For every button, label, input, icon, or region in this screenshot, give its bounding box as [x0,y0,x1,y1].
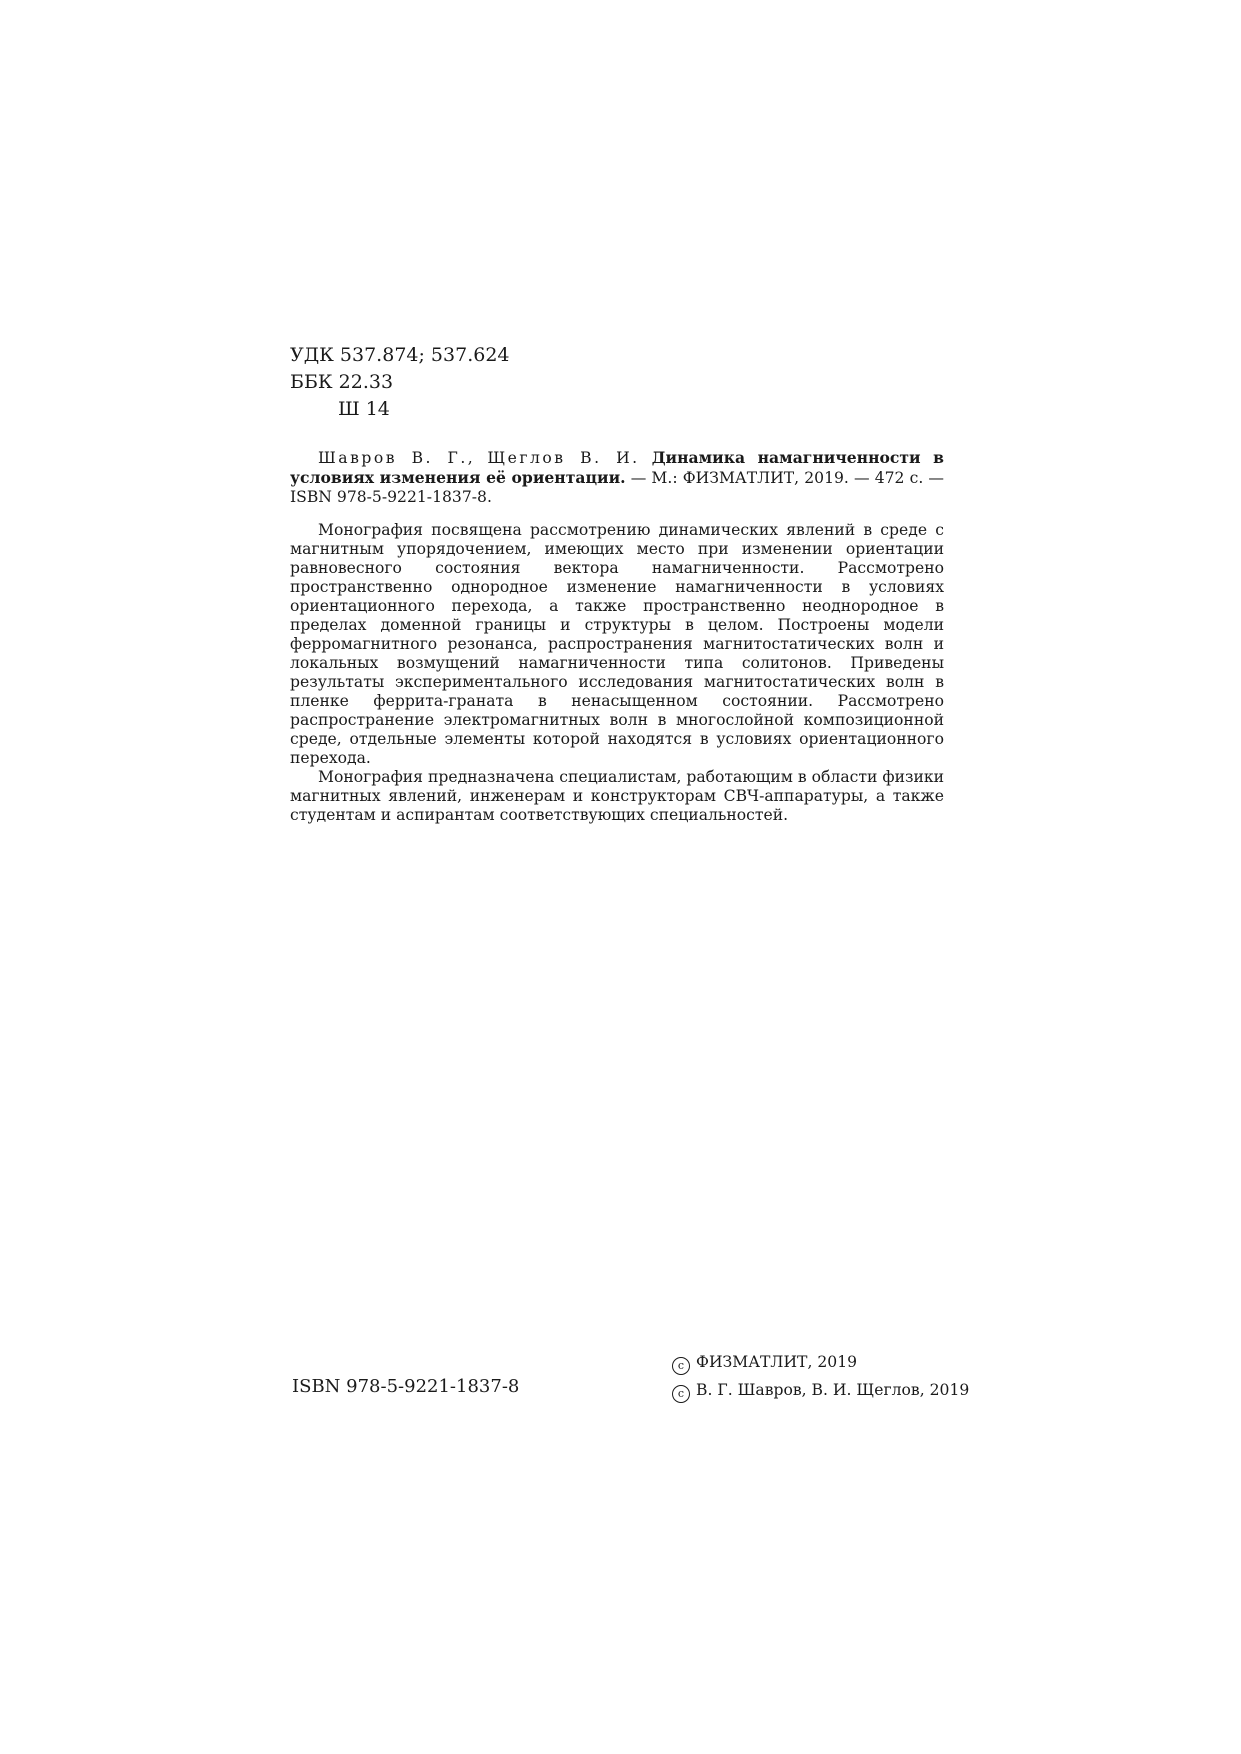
udk-index: УДК 537.874; 537.624 [290,344,510,366]
copyright-line-authors [672,1376,969,1404]
citation-author-1: Шавров В. Г., [318,449,476,467]
citation-imprint: — М.: ФИЗМАТЛИТ, 2019. — 472 с. — ISBN 978-5-9221-1837-8. [290,469,944,506]
copyright-publisher: ФИЗМАТЛИТ, 2019 [696,1353,858,1371]
abstract-paragraph-1: Монография посвящена рассмотрению динамических явлений в среде с магнитным упорядочением, имеющих место при изменении ориентации равновесного состояния вектора намагниченности. Рассмотрено пространственно однородное изменение намагниченности в условиях ориентационного перехода, а также пространственно неоднородное в пределах доменной границы и структуры в целом. Построены модели ферромагнитного резонанса, распространения магнитостатических волн и локальных возмущений намагниченности типа солитонов. Приведены результаты экспериментального исследования магнитостатических волн в пленке феррита-граната в ненасыщенном состоянии. Рассмотрено распространение электромагнитных волн в многослойной композиционной среде, отдельные элементы которой находятся в условиях ориентационного перехода. [290,521,944,767]
isbn-footer: ISBN 978-5-9221-1837-8 [292,1376,520,1397]
abstract-paragraph-2: Монография предназначена специалистам, работающим в области физики магнитных явлений, инженерам и конструкторам СВЧ-аппаратуры, а также студентам и аспирантам соответствующих специальностей. [290,768,944,824]
citation-title: Динамика намагниченности в условиях изменения её ориентации. [290,448,944,487]
copyright-line-publisher [672,1348,969,1376]
bbk-index: ББК 22.33 [290,371,394,393]
copyright-block [672,1348,969,1404]
copyright-icon: c [672,1385,690,1403]
annotation-block [290,448,944,825]
bibliographic-citation [290,448,944,507]
copyright-icon: c [672,1357,690,1375]
citation-author-2: Щеглов В. И. [487,449,640,467]
author-mark: Ш 14 [338,398,390,420]
classification-block [290,342,510,423]
copyright-authors: В. Г. Шавров, В. И. Щеглов, 2019 [696,1381,970,1399]
